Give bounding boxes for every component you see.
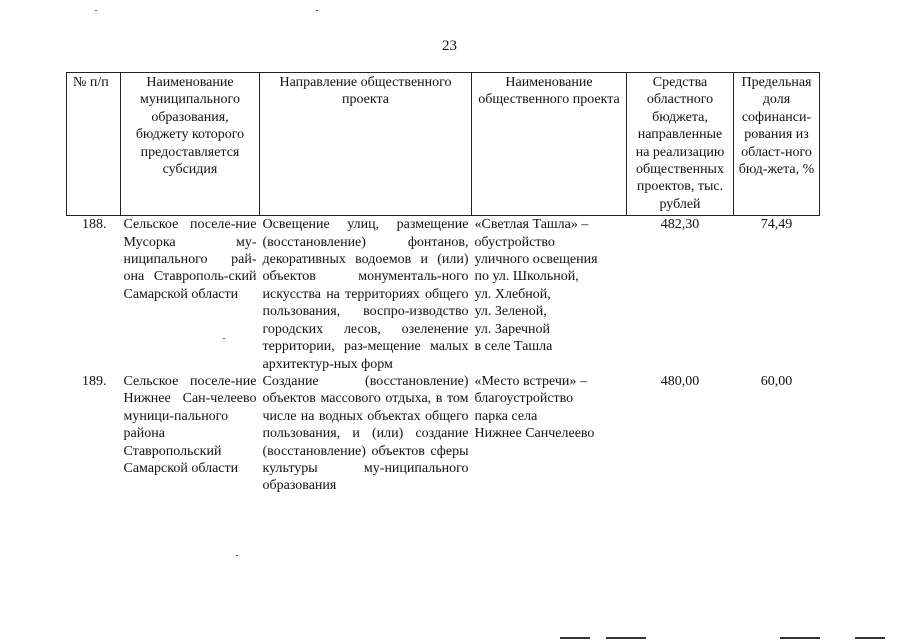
direction-cell: Освещение улиц, размещение (восстановление) фонтанов, декоративных водоемов и (или) объектов монументаль-ного искусства на территориях общего пользования, воспро-изводство городских лесов, озеленение территории, раз-мещение малых архитектур-ных форм — [262, 217, 469, 372]
row-number: 189. — [82, 373, 107, 389]
table-body — [67, 216, 820, 495]
header-project-name: Наименование общественного проекта — [472, 73, 627, 216]
project-name-cell: «Светлая Ташла» – обустройство уличного освещения по ул. Школьной, ул. Хлебной, ул. Зеленой, ул. Заречной в селе Ташла — [474, 217, 598, 355]
scan-edge-mark — [606, 637, 646, 639]
header-share: Предельная доля софинанси-рования из област-ного бюд-жета, % — [734, 73, 820, 216]
row-number: 188. — [82, 217, 107, 233]
municipality-cell: Сельское поселе-ние Мусорка му-ниципального рай-она Ставрополь-ский Самарской области — [123, 217, 257, 302]
subsidy-table — [66, 72, 820, 495]
scan-speck — [316, 10, 318, 11]
share-cell: 74,49 — [760, 217, 793, 233]
scan-edge-mark — [780, 637, 820, 639]
funds-cell: 480,00 — [660, 373, 700, 389]
share-cell: 60,00 — [760, 373, 793, 389]
scan-speck — [236, 555, 238, 556]
scan-speck — [95, 10, 97, 11]
table-row — [67, 373, 820, 495]
header-direction: Направление общественного проекта — [260, 73, 472, 216]
scan-speck — [223, 338, 225, 339]
direction-cell: Создание (восстановление) объектов массового отдыха, в том числе на водных объектах общего пользования, и (или) создание (восстановление) объектов сферы культуры му-ниципального образования — [262, 373, 469, 494]
table-row — [67, 216, 820, 373]
header-municipality: Наименование муниципального образования, бюджету которого предоставляется субсидия — [121, 73, 260, 216]
municipality-cell: Сельское поселе-ние Нижнее Сан-челеево муници-пального района Ставропольский Самарской области — [123, 373, 257, 476]
table-header — [67, 73, 820, 216]
header-funds: Средства областного бюджета, направленные на реализацию общественных проектов, тыс. рублей — [627, 73, 734, 216]
project-name-cell: «Место встречи» – благоустройство парка села Нижнее Санчелеево — [474, 373, 595, 442]
scan-edge-mark — [855, 637, 885, 639]
funds-cell: 482,30 — [660, 217, 700, 233]
page-number: 23 — [442, 38, 457, 54]
scan-edge-mark — [560, 637, 590, 639]
header-row — [67, 73, 820, 216]
header-number: № п/п — [67, 73, 121, 216]
